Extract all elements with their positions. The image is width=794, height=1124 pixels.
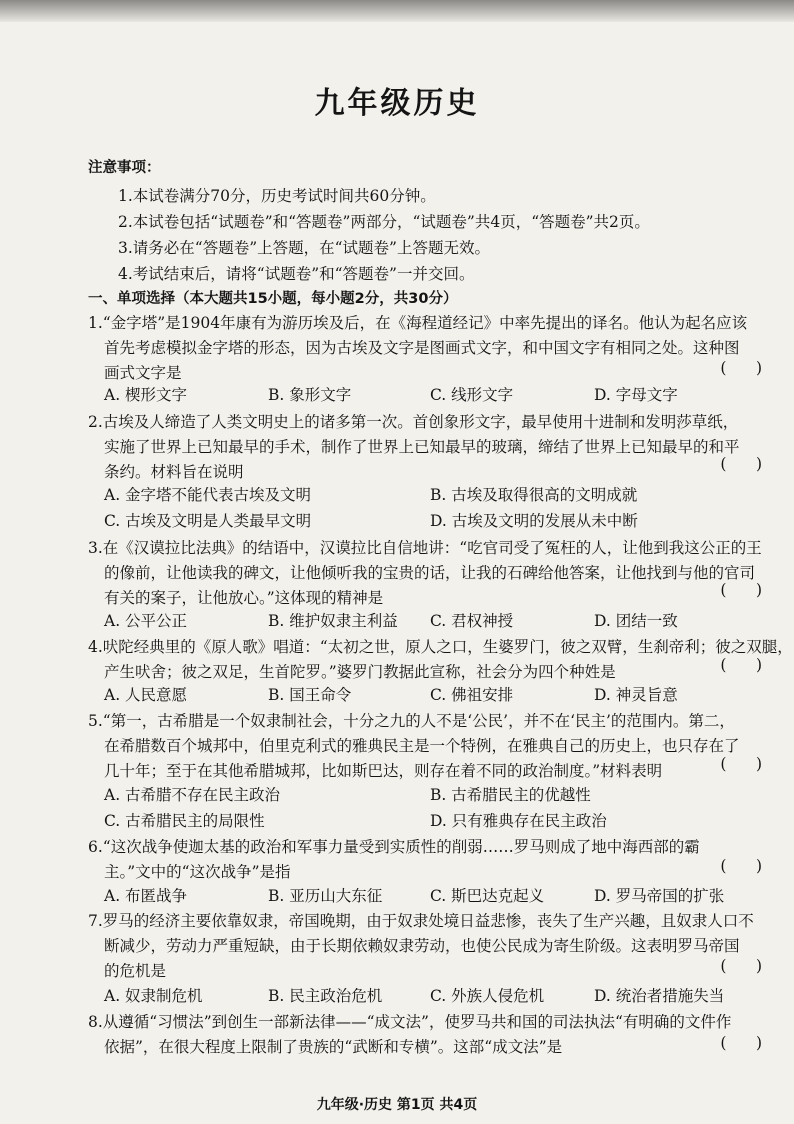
answer-paren: ( ) (720, 656, 762, 674)
question-7-line: 断减少，劳动力严重短缺，由于长期依赖奴隶劳动，也使公民成为寄生阶级。这表明罗马帝国 (104, 937, 740, 955)
answer-paren: ( ) (720, 581, 762, 599)
option-c: C. 君权神授 (430, 612, 514, 630)
option-a: A. 金字塔不能代表古埃及文明 (104, 486, 312, 504)
option-b: B. 维护奴隶主利益 (268, 612, 398, 630)
question-2-line: 条约。材料旨在说明 (104, 463, 244, 481)
question-7-line: 的危机是 (104, 962, 167, 980)
answer-paren: ( ) (720, 1034, 762, 1052)
option-c: C. 古埃及文明是人类最早文明 (104, 512, 312, 530)
question-4-line: 产生吠舍；彼之双足，生首陀罗。”婆罗门教据此宣称，社会分为四个种姓是 (104, 663, 616, 681)
notice-item: 1.本试卷满分70分，历史考试时间共60分钟。 (118, 187, 436, 205)
option-c: C. 线形文字 (430, 386, 514, 404)
question-4-line: 4.吠陀经典里的《原人歌》唱道：“太初之世，原人之口，生婆罗门，彼之双臂，生刹帝利；彼之双腿， (88, 638, 793, 656)
question-3-line: 有关的案子，让他放心。”这体现的精神是 (104, 589, 384, 607)
option-d: D. 古埃及文明的发展从未中断 (430, 512, 638, 530)
option-c: C. 斯巴达克起义 (430, 887, 545, 905)
option-b: B. 民主政治危机 (268, 987, 383, 1005)
question-3-line: 的像前，让他读我的碑文，让他倾听我的宝贵的话，让我的石碑给他答案，让他找到与他的官司 (104, 564, 756, 582)
question-5-line: 5.“第一，古希腊是一个奴隶制社会，十分之九的人不是‘公民’，并不在‘民主’的范围内。第二， (88, 712, 735, 730)
notice-heading: 注意事项： (88, 160, 161, 176)
option-b: B. 亚历山大东征 (268, 887, 383, 905)
question-5-line: 在希腊数百个城邦中，伯里克利式的雅典民主是一个特例，在雅典自己的历史上，也只存在了 (104, 737, 740, 755)
question-5-line: 几十年；至于在其他希腊城邦，比如斯巴达，则存在着不同的政治制度。”材料表明 (104, 762, 663, 780)
scan-shadow (0, 0, 794, 22)
question-3-line: 3.在《汉谟拉比法典》的结语中，汉谟拉比自信地讲：“吃官司受了冤枉的人，让他到我这公正的王 (88, 539, 762, 557)
question-1-line: 画式文字是 (104, 364, 182, 382)
page-footer: 九年级·历史 第1页 共4页 (316, 1097, 478, 1113)
option-a: A. 人民意愿 (104, 686, 188, 704)
option-b: B. 国王命令 (268, 686, 352, 704)
question-8-line: 依据”，在很大程度上限制了贵族的“武断和专横”。这部“成文法”是 (104, 1038, 563, 1056)
option-a: A. 古希腊不存在民主政治 (104, 786, 281, 804)
question-6-line: 6.“这次战争使迦太基的政治和军事力量受到实质性的削弱……罗马则成了地中海西部的霸 (88, 838, 700, 856)
option-d: D. 罗马帝国的扩张 (594, 887, 725, 905)
option-c: C. 古希腊民主的局限性 (104, 812, 265, 830)
option-c: C. 佛祖安排 (430, 686, 514, 704)
option-b: B. 古希腊民主的优越性 (430, 786, 591, 804)
question-8-line: 8.从遵循“习惯法”到创生一部新法律——“成文法”，使罗马共和国的司法执法“有明确的文件作 (88, 1013, 732, 1031)
answer-paren: ( ) (720, 957, 762, 975)
answer-paren: ( ) (720, 857, 762, 875)
question-2-line: 2.古埃及人缔造了人类文明史上的诸多第一次。首创象形文字，最早使用十进制和发明莎草纸， (88, 413, 739, 431)
question-1-line: 1.“金字塔”是1904年康有为游历埃及后，在《海程道经记》中率先提出的译名。他认为起名应该 (88, 314, 748, 332)
option-b: B. 象形文字 (268, 386, 352, 404)
section-heading: 一、单项选择（本大题共15小题，每小题2分，共30分） (88, 291, 458, 307)
option-b: B. 古埃及取得很高的文明成就 (430, 486, 638, 504)
question-1-line: 首先考虑模拟金字塔的形态，因为古埃及文字是图画式文字，和中国文字有相同之处。这种图 (104, 339, 740, 357)
option-d: D. 字母文字 (594, 386, 678, 404)
answer-paren: ( ) (720, 755, 762, 773)
option-a: A. 公平公正 (104, 612, 188, 630)
option-d: D. 团结一致 (594, 612, 678, 630)
notice-item: 2.本试卷包括“试题卷”和“答题卷”两部分，“试题卷”共4页，“答题卷”共2页。 (118, 213, 650, 231)
page-title: 九年级历史 (314, 86, 480, 121)
answer-paren: ( ) (720, 359, 762, 377)
notice-item: 4.考试结束后，请将“试题卷”和“答题卷”一并交回。 (118, 265, 475, 283)
question-2-line: 实施了世界上已知最早的手术，制作了世界上已知最早的玻璃，缔结了世界上已知最早的和平 (104, 438, 740, 456)
option-a: A. 楔形文字 (104, 386, 188, 404)
option-d: D. 统治者措施失当 (594, 987, 725, 1005)
notice-item: 3.请务必在“答题卷”上答题，在“试题卷”上答题无效。 (118, 239, 490, 257)
question-6-line: 主。”文中的“这次战争”是指 (104, 863, 291, 881)
option-d: D. 神灵旨意 (594, 686, 678, 704)
answer-paren: ( ) (720, 455, 762, 473)
question-7-line: 7.罗马的经济主要依靠奴隶，帝国晚期，由于奴隶处境日益悲惨，丧失了生产兴趣，且奴隶人口不 (88, 912, 754, 930)
option-a: A. 布匿战争 (104, 887, 188, 905)
option-d: D. 只有雅典存在民主政治 (430, 812, 607, 830)
option-a: A. 奴隶制危机 (104, 987, 203, 1005)
option-c: C. 外族人侵危机 (430, 987, 545, 1005)
